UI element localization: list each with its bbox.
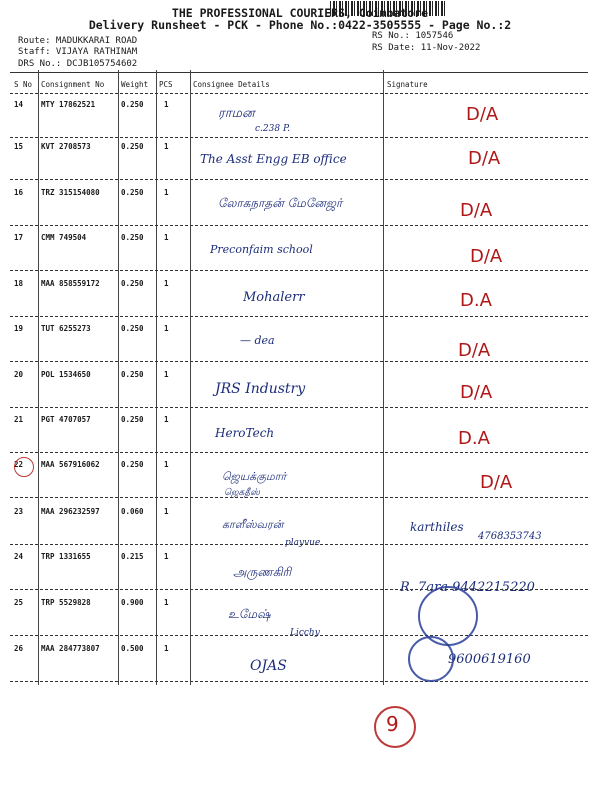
col-header-sno: S No <box>14 80 33 89</box>
row-separator <box>10 452 588 453</box>
col-divider <box>190 70 191 685</box>
row-consignee-handwriting: JRS Industry <box>215 381 306 397</box>
row-separator <box>10 589 588 590</box>
row-separator <box>10 137 588 138</box>
row-weight: 0.250 <box>121 188 144 197</box>
row-pcs: 1 <box>164 279 169 288</box>
row-separator <box>10 270 588 271</box>
row-separator <box>10 316 588 317</box>
row-consignment-no: TRZ 315154080 <box>41 188 100 197</box>
row-consignment-no: MAA 284773807 <box>41 644 100 653</box>
row-signature: 9600619160 <box>448 652 531 667</box>
row-consignment-no: TRP 5529828 <box>41 598 91 607</box>
row-weight: 0.250 <box>121 279 144 288</box>
row-pcs: 1 <box>164 100 169 109</box>
row-consignee-handwriting: HeroTech <box>215 426 275 440</box>
row-signature: karthiles <box>410 520 464 534</box>
row-separator <box>10 497 588 498</box>
row-consignment-no: MAA 296232597 <box>41 507 100 516</box>
route-label: Route: MADUKKARAI ROAD <box>18 36 138 46</box>
row-consignee-handwriting: OJAS <box>250 658 287 674</box>
row-weight: 0.250 <box>121 415 144 424</box>
runsheet-title: Delivery Runsheet - PCK - Phone No.:0422-3505555 - Page No.:2 <box>88 18 512 32</box>
row-signature: D/A <box>460 382 493 403</box>
seal-stamp <box>408 636 454 682</box>
header-rule <box>10 93 588 94</box>
row-sno: 23 <box>14 507 24 516</box>
row-pcs: 1 <box>164 324 169 333</box>
row-signature: D/A <box>470 246 503 267</box>
col-header-pcs: PCS <box>159 80 173 89</box>
row-pcs: 1 <box>164 415 169 424</box>
row-consignment-no: CMM 749504 <box>41 233 87 242</box>
col-divider <box>156 70 157 685</box>
rs-number: RS No.: 1057546 <box>372 31 454 41</box>
row-22-circle-mark <box>14 457 34 477</box>
row-signature: D.A <box>460 290 492 311</box>
company-title: THE PROFESSIONAL COURIERS, Coimbatore <box>171 6 429 20</box>
row-consignee-handwriting: லோகநாதன் மேனேஜர் <box>218 196 343 210</box>
row-pcs: 1 <box>164 507 169 516</box>
row-sno: 19 <box>14 324 24 333</box>
staff-label: Staff: VIJAYA RATHINAM <box>18 47 138 57</box>
col-header-signature: Signature <box>387 80 428 89</box>
row-separator <box>10 225 588 226</box>
col-header-consignment: Consignment No <box>41 80 105 89</box>
row-sno: 25 <box>14 598 24 607</box>
row-consignee-handwriting: Mohalerr <box>243 290 305 305</box>
row-consignee-handwriting: The Asst Engg EB office <box>200 152 347 166</box>
row-signature: D/A <box>468 148 501 169</box>
row-consignee-note: playvue <box>285 538 321 548</box>
row-consignment-no: MAA 567916062 <box>41 460 100 469</box>
row-sno: 26 <box>14 644 24 653</box>
row-consignment-no: POL 1534650 <box>41 370 91 379</box>
row-consignee-note: ஜெகதீஸ் <box>224 488 260 498</box>
row-sno: 24 <box>14 552 24 561</box>
row-consignee-handwriting: காளீஸ்வரன் <box>222 518 284 531</box>
page-mark: 9 <box>386 712 399 736</box>
row-sno: 21 <box>14 415 24 424</box>
row-consignee-handwriting: அருணகிரி <box>233 565 292 579</box>
row-separator <box>10 361 588 362</box>
row-pcs: 1 <box>164 188 169 197</box>
row-consignee-note: Licchy <box>290 628 320 638</box>
row-separator <box>10 544 588 545</box>
row-consignee-handwriting: உமேஷ் <box>228 607 271 621</box>
row-weight: 0.250 <box>121 460 144 469</box>
row-sno: 17 <box>14 233 24 242</box>
col-header-consignee: Consignee Details <box>193 80 270 89</box>
row-consignee-handwriting: — dea <box>240 334 275 347</box>
row-sno: 20 <box>14 370 24 379</box>
row-signature: R. 7ara 9442215220 <box>400 580 535 595</box>
row-consignee-handwriting: Preconfaim school <box>210 243 313 256</box>
col-header-weight: Weight <box>121 80 149 89</box>
row-signature: D/A <box>480 472 513 493</box>
row-weight: 0.215 <box>121 552 144 561</box>
row-consignment-no: TUT 6255273 <box>41 324 91 333</box>
row-separator <box>10 681 588 682</box>
row-pcs: 1 <box>164 598 169 607</box>
row-sno: 14 <box>14 100 24 109</box>
row-pcs: 1 <box>164 370 169 379</box>
row-consignee-handwriting: ராமன <box>218 106 255 121</box>
row-consignee-handwriting: ஜெயக்குமார் <box>222 470 287 483</box>
table-top-rule <box>10 72 588 73</box>
row-sno: 22 <box>14 460 24 469</box>
row-weight: 0.900 <box>121 598 144 607</box>
row-sno: 18 <box>14 279 24 288</box>
drs-label: DRS No.: DCJB105754602 <box>18 59 138 69</box>
row-separator <box>10 179 588 180</box>
handwritten-phone: 4768353743 <box>478 531 542 542</box>
row-consignment-no: KVT 2708573 <box>41 142 91 151</box>
row-weight: 0.250 <box>121 370 144 379</box>
row-pcs: 1 <box>164 233 169 242</box>
row-consignment-no: PGT 4707057 <box>41 415 91 424</box>
row-consignment-no: MTY 17862521 <box>41 100 96 109</box>
row-signature: D.A <box>458 428 490 449</box>
row-signature: D/A <box>458 340 491 361</box>
row-weight: 0.250 <box>121 324 144 333</box>
row-pcs: 1 <box>164 644 169 653</box>
row-consignment-no: TRP 1331655 <box>41 552 91 561</box>
rs-date: RS Date: 11-Nov-2022 <box>372 43 481 53</box>
col-divider <box>38 70 39 685</box>
row-signature: D/A <box>466 104 499 125</box>
row-weight: 0.250 <box>121 100 144 109</box>
row-signature: D/A <box>460 200 493 221</box>
row-weight: 0.060 <box>121 507 144 516</box>
row-weight: 0.250 <box>121 233 144 242</box>
row-weight: 0.250 <box>121 142 144 151</box>
row-consignment-no: MAA 858559172 <box>41 279 100 288</box>
row-sno: 16 <box>14 188 24 197</box>
row-separator <box>10 407 588 408</box>
col-divider <box>383 70 384 685</box>
row-pcs: 1 <box>164 460 169 469</box>
row-separator <box>10 635 588 636</box>
row-sno: 15 <box>14 142 24 151</box>
row-pcs: 1 <box>164 142 169 151</box>
row-weight: 0.500 <box>121 644 144 653</box>
row-consignee-note: c.238 P. <box>255 124 291 134</box>
col-divider <box>118 70 119 685</box>
row-pcs: 1 <box>164 552 169 561</box>
